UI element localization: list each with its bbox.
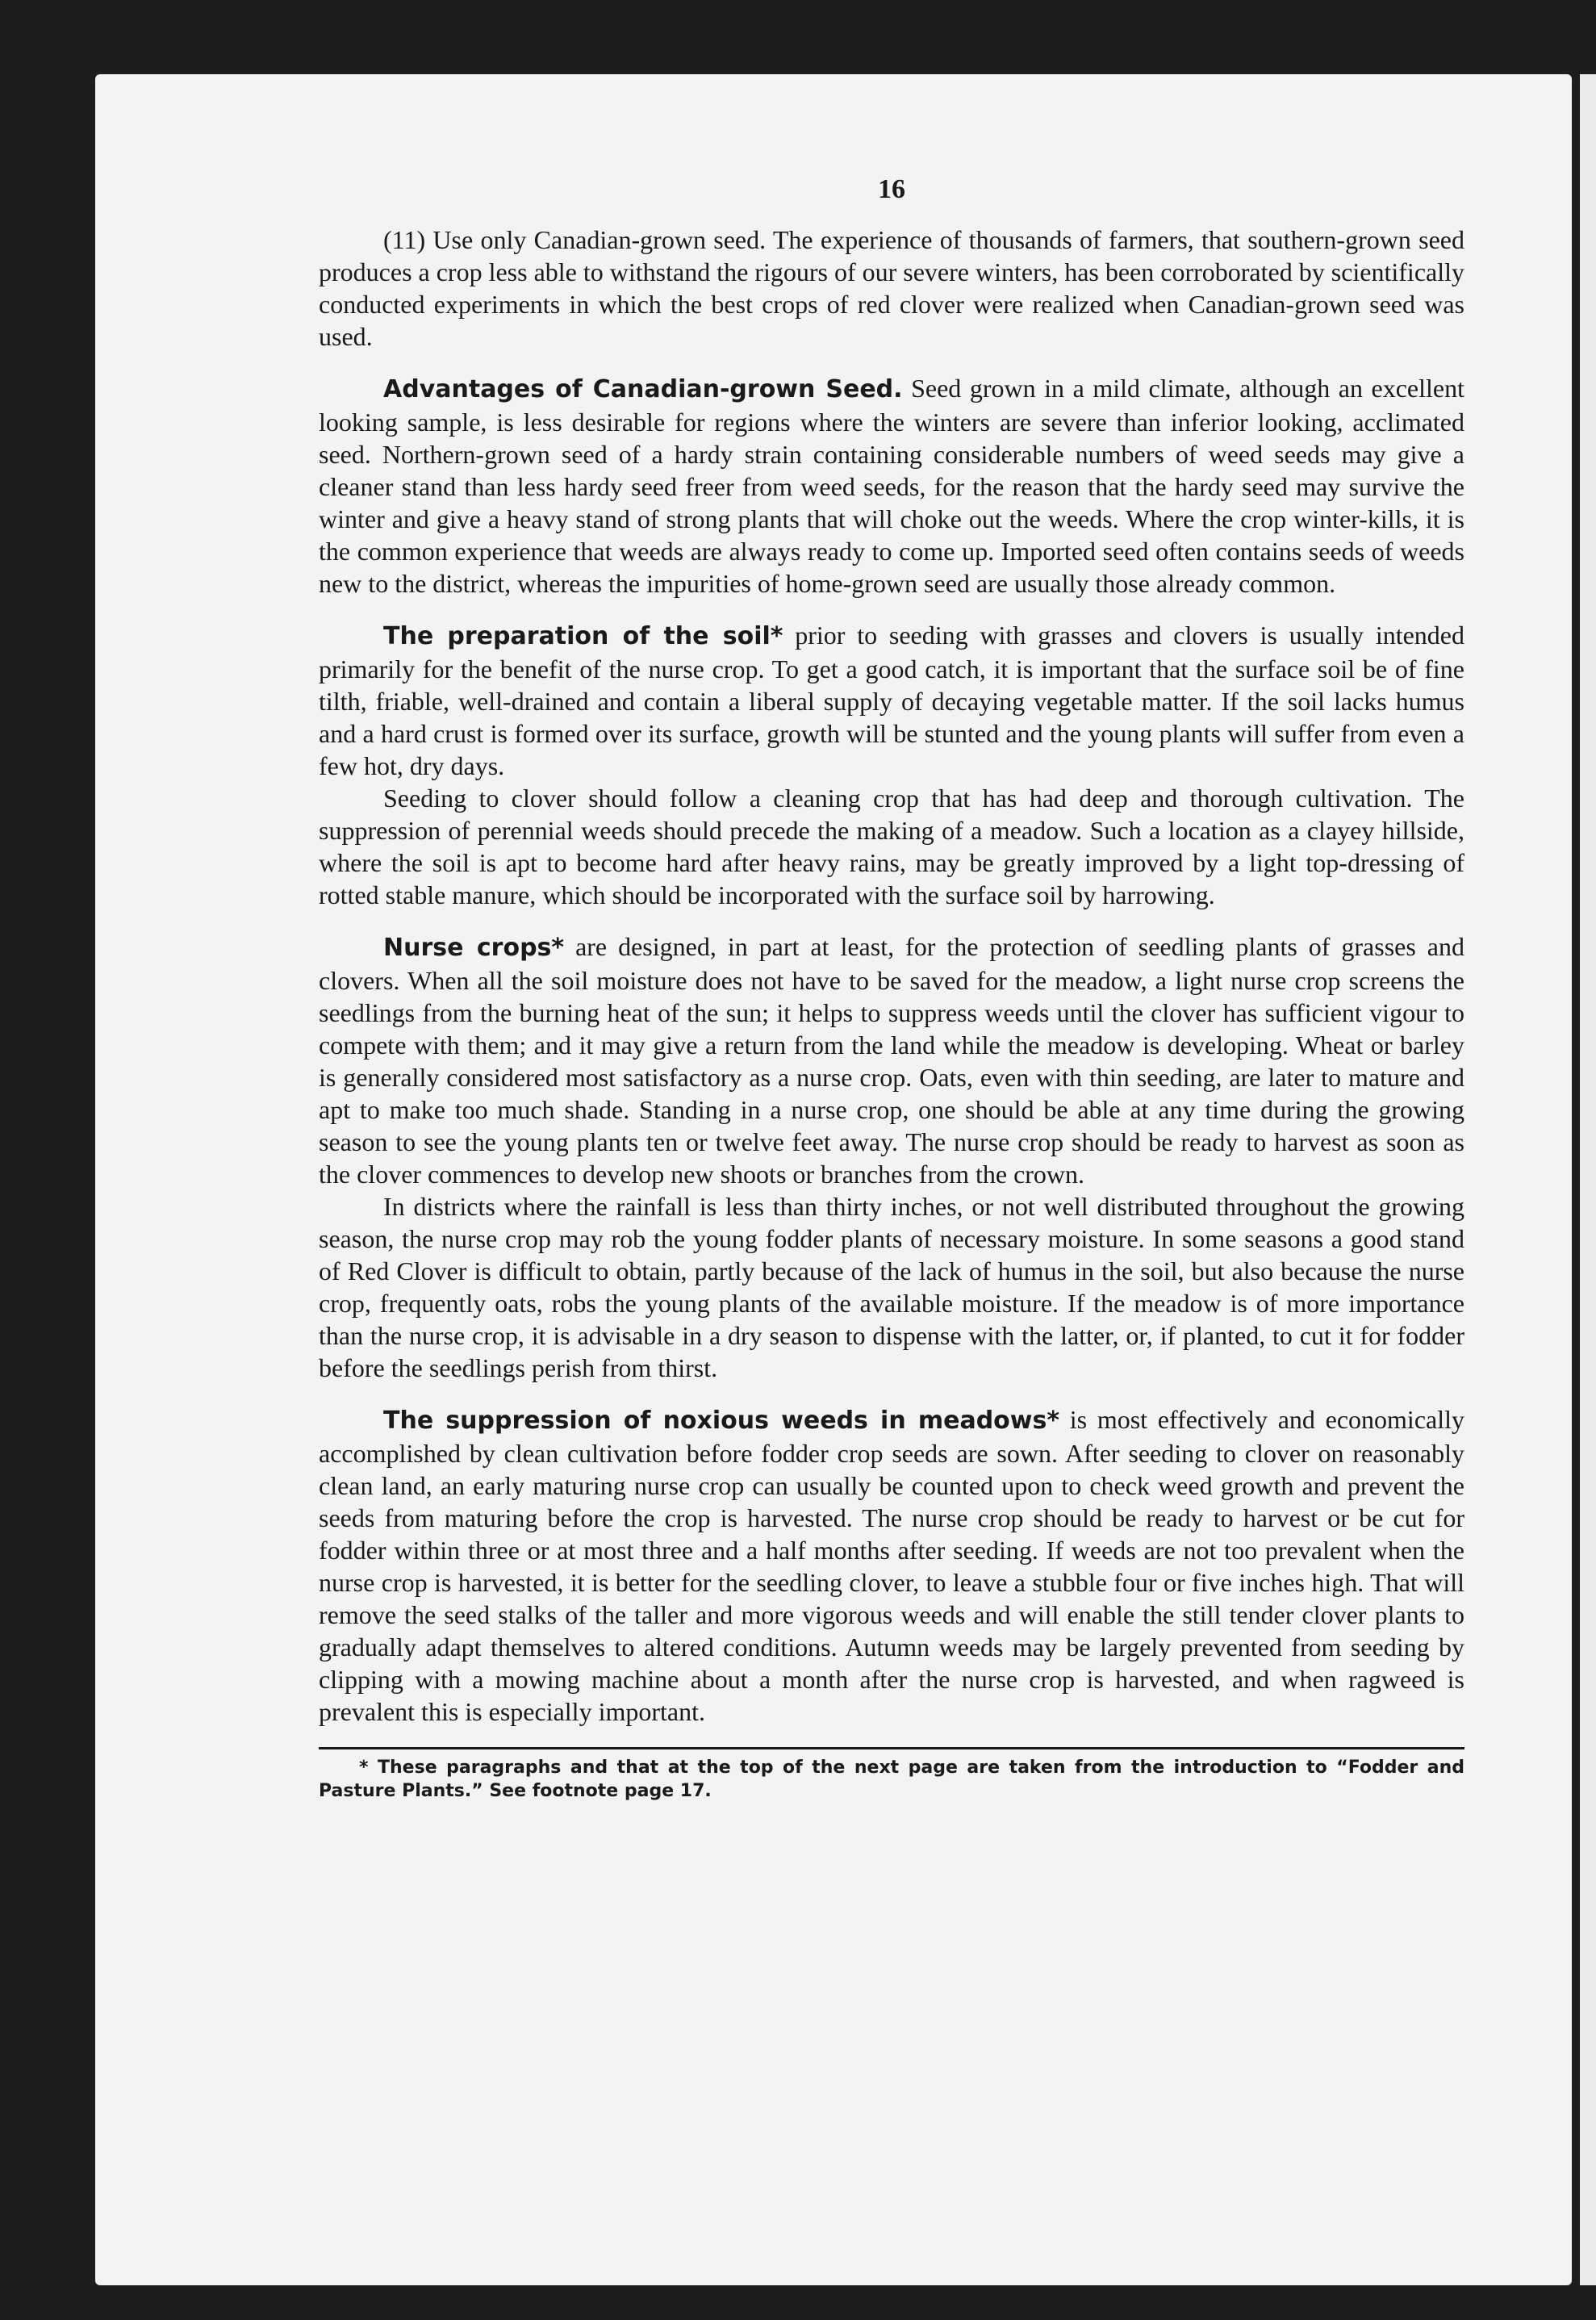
- section-heading-weeds: The suppression of noxious weeds in meadows*: [383, 1407, 1060, 1435]
- paragraph-canadian-seed: [319, 224, 1464, 353]
- next-page-edge: [1580, 74, 1596, 2285]
- paragraph-body: are designed, in part at least, for the protection of seedling plants of grasses and clovers. When all the soil moisture does not have to be saved for the meadow, a light nurse crop screens the seedlings from the burning heat of the sun; it helps to suppress weeds until the clover has sufficient vigour to compete with them; and it may give a return from the land while the meadow is developing. Wheat or barley is generally considered most satisfactory as a nurse crop. Oats, even with thin seeding, are later to mature and apt to make too much shade. Standing in a nurse crop, one should be able at any time during the growing season to see the young plants ten or twelve feet away. The nurse crop should be ready to harvest as soon as the clover commences to develop new shoots or branches from the crown.: [319, 932, 1464, 1189]
- paragraph-body: (11) Use only Canadian-grown seed. The experience of thousands of farmers, that southern-grown seed produces a crop less able to withstand the rigours of our severe winters, has been corroborated by scientifically conducted experiments in which the best crops of red clover were realized when Canadian-grown seed was used.: [319, 225, 1464, 351]
- page-number: 16: [878, 174, 905, 204]
- paragraph-seeding: [319, 782, 1464, 911]
- paragraph-body: is most effectively and economically accomplished by clean cultivation before fodder crop seeds are sown. After seeding to clover on reasonably clean land, an early maturing nurse crop can usually be counted upon to check weed growth and prevent the seeds from maturing before the crop is harvested. The nurse crop should be ready to harvest or be cut for fodder within three or at most three and a half months after seeding. If weeds are not too prevalent when the nurse crop is harvested, it is better for the seedling clover, to leave a stubble four or five inches high. That will remove the seed stalks of the taller and more vigorous weeds and will enable the still tender clover plants to gradually adapt themselves to altered conditions. Autumn weeds may be largely prevented from seeding by clipping with a mowing machine about a month after the nurse crop is harvested, and when ragweed is prevalent this is especially important.: [319, 1405, 1465, 1726]
- section-heading-nurse-crops: Nurse crops*: [383, 934, 565, 962]
- section-heading-advantages: Advantages of Canadian-grown Seed.: [383, 375, 903, 403]
- page-text: [319, 173, 1464, 1803]
- paragraph-weed-suppression: [319, 1403, 1464, 1728]
- paragraph-body: Seed grown in a mild climate, although an excellent looking sample, is less desirable for regions where the winters are severe than inferior looking, acclimated seed. Northern-grown seed of a hardy strain containing considerable numbers of weed seeds may give a cleaner stand than less hardy seed freer from weed seeds, for the reason that the hardy seed may survive the winter and give a heavy stand of strong plants that will choke out the weeds. Where the crop winter-kills, it is the common experience that weeds are always ready to come up. Imported seed often contains seeds of weeds new to the district, whereas the impurities of home-grown seed are usually those already common.: [319, 374, 1465, 598]
- footnote-divider: [319, 1747, 1464, 1749]
- footnote: * These paragraphs and that at the top of the next page are taken from the introduction to “Fodder and Pasture Plants.” See footnote page 17.: [319, 1758, 1464, 1801]
- paragraph-rainfall: [319, 1190, 1464, 1384]
- paragraph-nurse-crops: [319, 930, 1464, 1190]
- section-heading-soil: The preparation of the soil*: [383, 622, 783, 650]
- paragraph-body: prior to seeding with grasses and clovers is usually intended primarily for the benefit of the nurse crop. To get a good catch, it is important that the surface soil be of fine tilth, friable, well-drained and contain a liberal supply of decaying vegetable matter. If the soil lacks humus and a hard crust is formed over its surface, growth will be stunted and the young plants will suffer from even a few hot, dry days.: [319, 621, 1465, 780]
- paragraph-advantages: [319, 372, 1464, 600]
- paragraph-body: Seeding to clover should follow a cleaning crop that has had deep and thorough cultivation. The suppression of perennial weeds should precede the making of a meadow. Such a location as a clayey hillside, where the soil is apt to become hard after heavy rains, may be greatly improved by a light top-dressing of rotted stable manure, which should be incorporated with the surface soil by harrowing.: [319, 784, 1464, 909]
- paragraph-soil-preparation: [319, 619, 1464, 782]
- paragraph-body: In districts where the rainfall is less than thirty inches, or not well distributed throughout the growing season, the nurse crop may rob the young fodder plants of necessary moisture. In some seasons a good stand of Red Clover is difficult to obtain, partly because of the lack of humus in the soil, but also because the nurse crop, frequently oats, robs the young plants of the available moisture. If the meadow is of more importance than the nurse crop, it is advisable in a dry season to dispense with the latter, or, if planted, to cut it for fodder before the seedlings perish from thirst.: [319, 1192, 1464, 1382]
